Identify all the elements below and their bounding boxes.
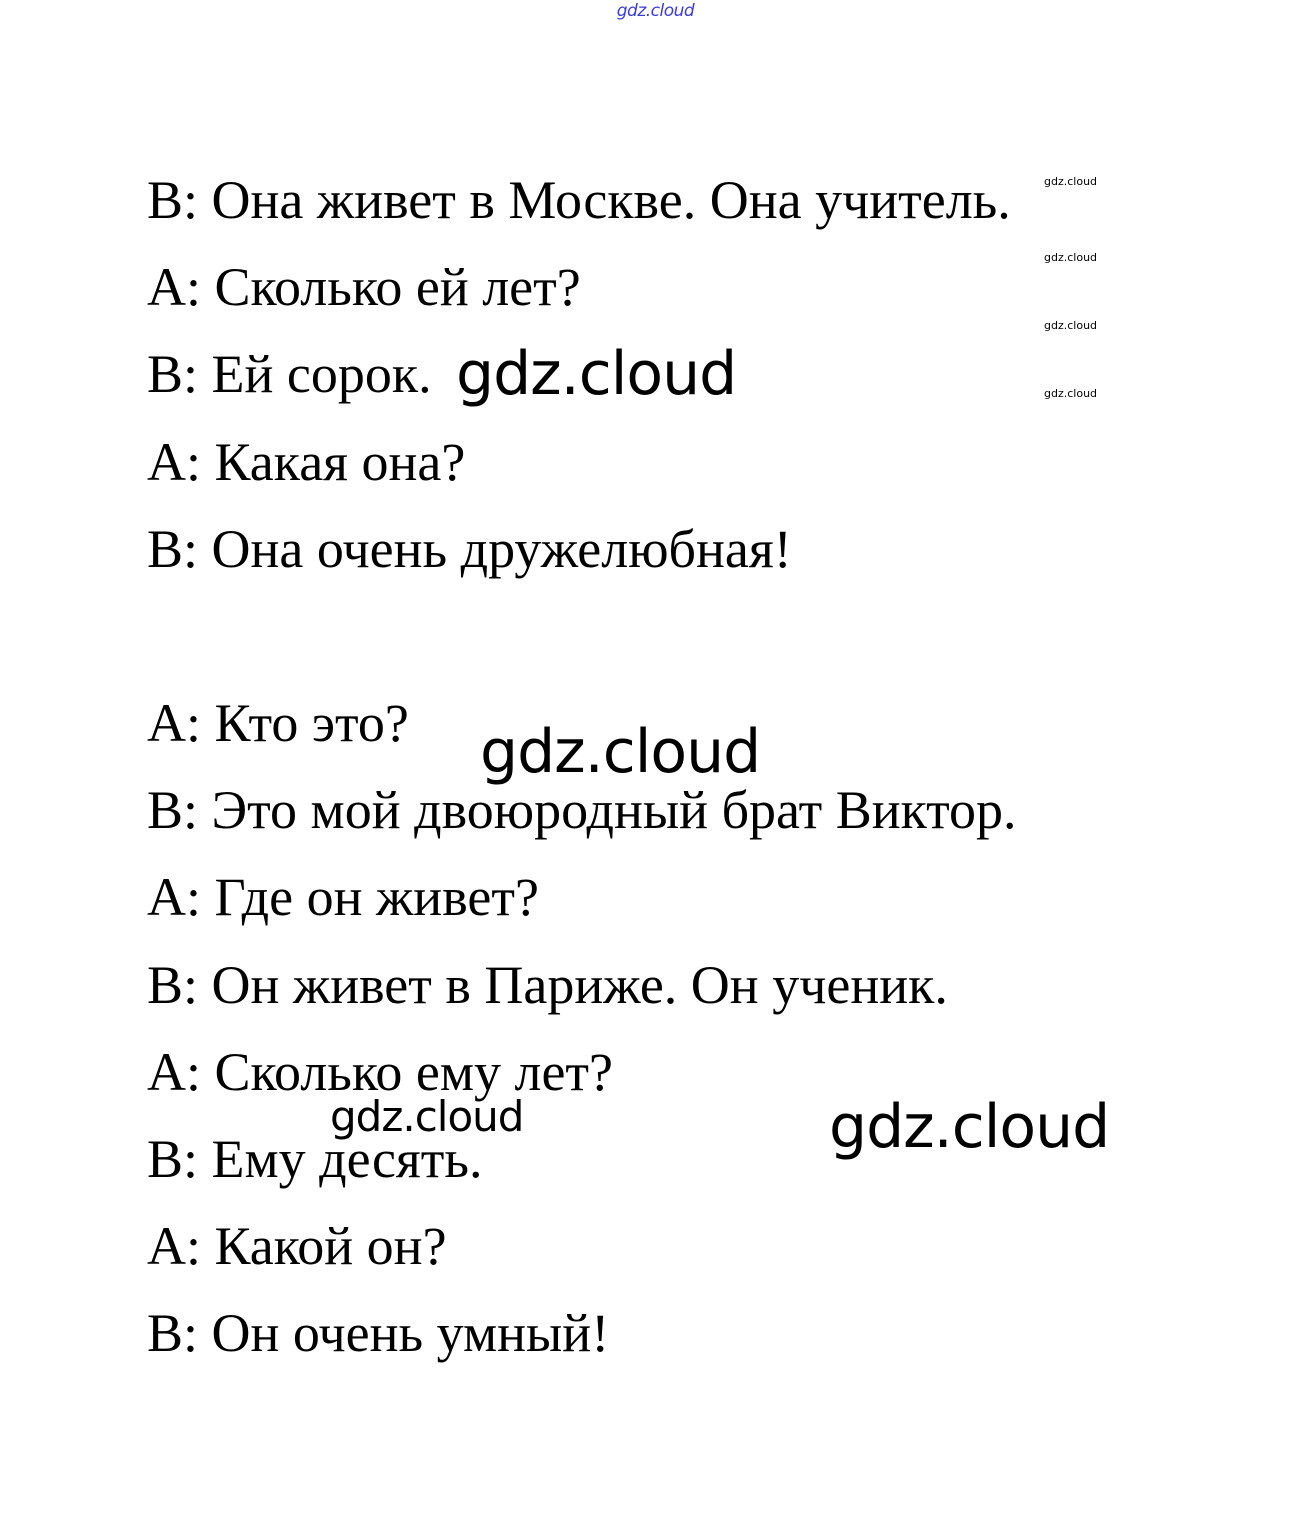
watermark: gdz.cloud — [1044, 251, 1098, 264]
watermark: gdz.cloud — [1044, 319, 1098, 332]
dialogue-line: A: Сколько ей лет? — [147, 257, 581, 317]
watermark: gdz.cloud — [480, 717, 761, 787]
dialogue-line: A: Кто это? — [147, 693, 409, 753]
watermark: gdz.cloud — [456, 339, 737, 409]
watermark: gdz.cloud — [829, 1092, 1110, 1162]
dialogue-line: B: Она очень дружелюбная! — [147, 519, 792, 579]
dialogue-line: B: Это мой двоюродный брат Виктор. — [147, 780, 1017, 840]
top-watermark: gdz.cloud — [616, 1, 695, 21]
dialogue-line: A: Какая она? — [147, 432, 466, 492]
dialogue-line: A: Сколько ему лет? — [147, 1042, 613, 1102]
dialogue-line: B: Он живет в Париже. Он ученик. — [147, 955, 948, 1015]
dialogue-line: B: Она живет в Москве. Она учитель. — [147, 170, 1011, 230]
dialogue-line: B: Ему десять. — [147, 1129, 483, 1189]
watermark: gdz.cloud — [1044, 175, 1098, 188]
dialogue-line: B: Ей сорок. — [147, 344, 432, 404]
dialogue-line: A: Где он живет? — [147, 867, 539, 927]
watermark: gdz.cloud — [330, 1092, 524, 1141]
dialogue-line: A: Какой он? — [147, 1216, 447, 1276]
watermark: gdz.cloud — [1044, 387, 1098, 400]
dialogue-line: B: Он очень умный! — [147, 1303, 610, 1363]
